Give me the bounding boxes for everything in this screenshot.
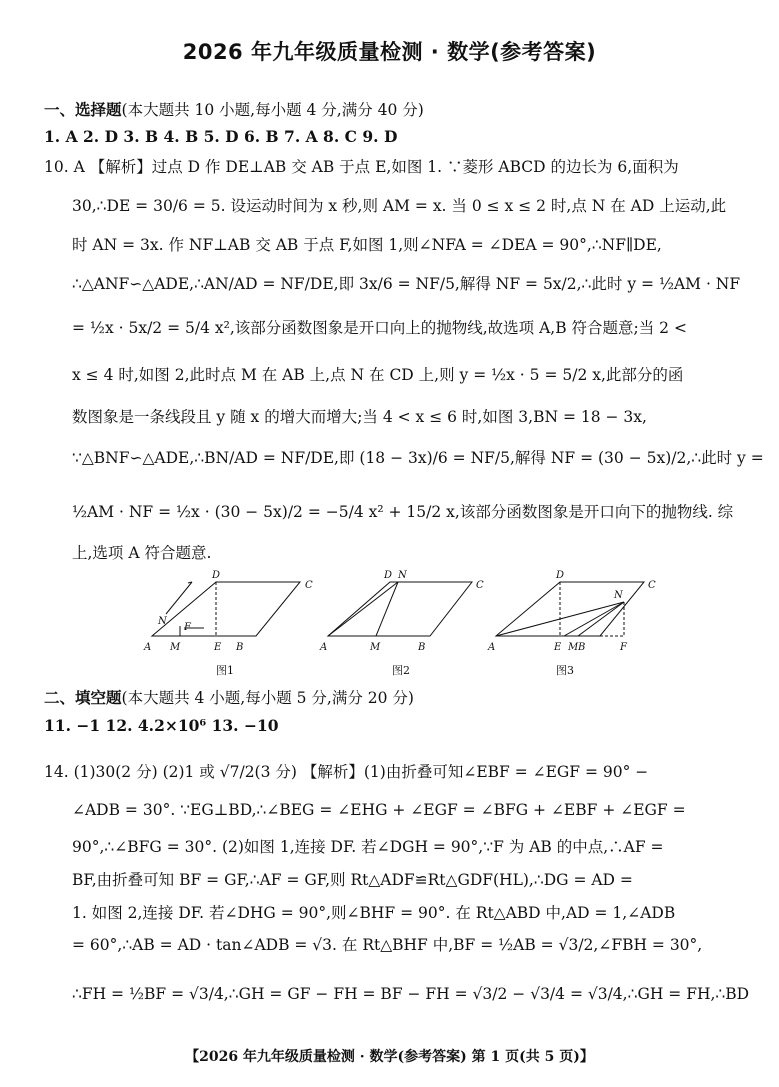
fig3-point-D: D xyxy=(556,570,565,581)
section-choice-title: 一、选择题 xyxy=(44,100,122,119)
q10-figures xyxy=(140,568,680,680)
fig3-point-N: N xyxy=(614,590,623,601)
section-fill-note: (本大题共 4 小题,每小题 5 分,满分 20 分) xyxy=(121,689,414,707)
section-choice-heading xyxy=(44,98,424,120)
fig3-point-B: B xyxy=(578,642,586,653)
fig2-caption: 图2 xyxy=(392,664,410,677)
q10-line-5: = ½x · 5x/2 = 5/4 x²,该部分函数图象是开口向上的抛物线,故选项 A,B 符合题意;当 2 < xyxy=(72,319,687,337)
section-choice-note: (本大题共 10 小题,每小题 4 分,满分 40 分) xyxy=(121,101,424,119)
fig3-point-E: E xyxy=(554,642,562,653)
figure-1 xyxy=(152,582,300,636)
q10-line-4: ∴△ANF∽△ADE,∴AN/AD = NF/DE,即 3x/6 = NF/5,解得 NF = 5x/2,∴此时 y = ½AM · NF xyxy=(72,275,741,293)
fig1-point-M: M xyxy=(170,642,181,653)
fig1-point-F: F xyxy=(184,622,191,633)
fig1-point-N: N xyxy=(158,616,167,627)
fig2-point-C: C xyxy=(476,580,484,591)
page-title: 2026 年九年级质量检测 · 数学(参考答案) xyxy=(182,40,597,64)
choice-answers: 1. A 2. D 3. B 4. B 5. D 6. B 7. A 8. C 9. D xyxy=(44,127,398,146)
q10-line-10: 上,选项 A 符合题意. xyxy=(72,544,212,562)
q10-line-9: ½AM · NF = ½x · (30 − 5x)/2 = −5/4 x² + 15/2 x,该部分函数图象是开口向下的抛物线. 综 xyxy=(72,503,734,521)
fig2-point-M: M xyxy=(370,642,381,653)
q10-line-2: 30,∴DE = 30/6 = 5. 设运动时间为 x 秒,则 AM = x. 当 0 ≤ x ≤ 2 时,点 N 在 AD 上运动,此 xyxy=(72,197,727,215)
fig3-point-A: A xyxy=(488,642,496,653)
fig1-point-A: A xyxy=(144,642,152,653)
fig2-point-B: B xyxy=(418,642,426,653)
section-fill-heading xyxy=(44,686,414,708)
q10-line-6: x ≤ 4 时,如图 2,此时点 M 在 AB 上,点 N 在 CD 上,则 y = ½x · 5 = 5/2 x,此部分的函 xyxy=(72,366,684,384)
fig2-point-D: D xyxy=(384,570,393,581)
q14-line-3: 90°,∴∠BFG = 30°. (2)如图 1,连接 DF. 若∠DGH = 90°,∵F 为 AB 的中点,∴AF = xyxy=(72,838,664,856)
q14-line-7: ∴FH = ½BF = √3/4,∴GH = GF − FH = BF − FH = √3/2 − √3/4 = √3/4,∴GH = FH,∴BD xyxy=(72,985,750,1003)
fig1-point-C: C xyxy=(305,580,313,591)
fig1-point-D: D xyxy=(212,570,221,581)
figure-3-labels xyxy=(487,570,656,677)
q14-line-2: ∠ADB = 30°. ∵EG⊥BD,∴∠BEG = ∠EHG + ∠EGF = ∠BFG + ∠EBF + ∠EGF = xyxy=(72,801,686,819)
q10-line-1: 10. A 【解析】过点 D 作 DE⊥AB 交 AB 于点 E,如图 1. ∵菱形 ABCD 的边长为 6,面积为 xyxy=(44,158,679,176)
fig3-point-F: F xyxy=(620,642,627,653)
q10-line-3: 时 AN = 3x. 作 NF⊥AB 交 AB 于点 F,如图 1,则∠NFA = ∠DEA = 90°,∴NF∥DE, xyxy=(72,236,662,254)
q10-line-8: ∵△BNF∽△ADE,∴BN/AD = NF/DE,即 (18 − 3x)/6 = NF/5,解得 NF = (30 − 5x)/2,∴此时 y = xyxy=(72,449,764,467)
q14-line-5: 1. 如图 2,连接 DF. 若∠DHG = 90°,则∠BHF = 90°. 在 Rt△ABD 中,AD = 1,∠ADB xyxy=(72,904,676,922)
fig1-point-E: E xyxy=(214,642,222,653)
q10-line-7: 数图象是一条线段且 y 随 x 的增大而增大;当 4 < x ≤ 6 时,如图 3,BN = 18 − 3x, xyxy=(72,408,647,426)
q14-line-1: 14. (1)30(2 分) (2)1 或 √7/2(3 分) 【解析】(1)由折叠可知∠EBF = ∠EGF = 90° − xyxy=(44,763,649,781)
section-fill-title: 二、填空题 xyxy=(44,688,122,707)
fig1-point-B: B xyxy=(236,642,244,653)
fig2-point-N: N xyxy=(398,570,407,581)
fig3-point-C: C xyxy=(648,580,656,591)
q14-line-6: = 60°,∴AB = AD · tan∠ADB = √3. 在 Rt△BHF 中,BF = ½AB = √3/2,∠FBH = 30°, xyxy=(72,936,703,954)
figure-2 xyxy=(328,582,472,636)
page-footer: 【2026 年九年级质量检测 · 数学(参考答案) 第 1 页(共 5 页)】 xyxy=(185,1049,594,1065)
figure-1-labels xyxy=(143,570,313,677)
fill-answers: 11. −1 12. 4.2×10⁶ 13. −10 xyxy=(44,716,279,735)
fig3-caption: 图3 xyxy=(556,664,574,677)
fig1-caption: 图1 xyxy=(216,664,234,677)
q14-line-4: BF,由折叠可知 BF = GF,∴AF = GF,则 Rt△ADF≌Rt△GDF(HL),∴DG = AD = xyxy=(72,871,633,889)
fig2-point-A: A xyxy=(320,642,328,653)
fig3-point-M: M xyxy=(568,642,579,653)
